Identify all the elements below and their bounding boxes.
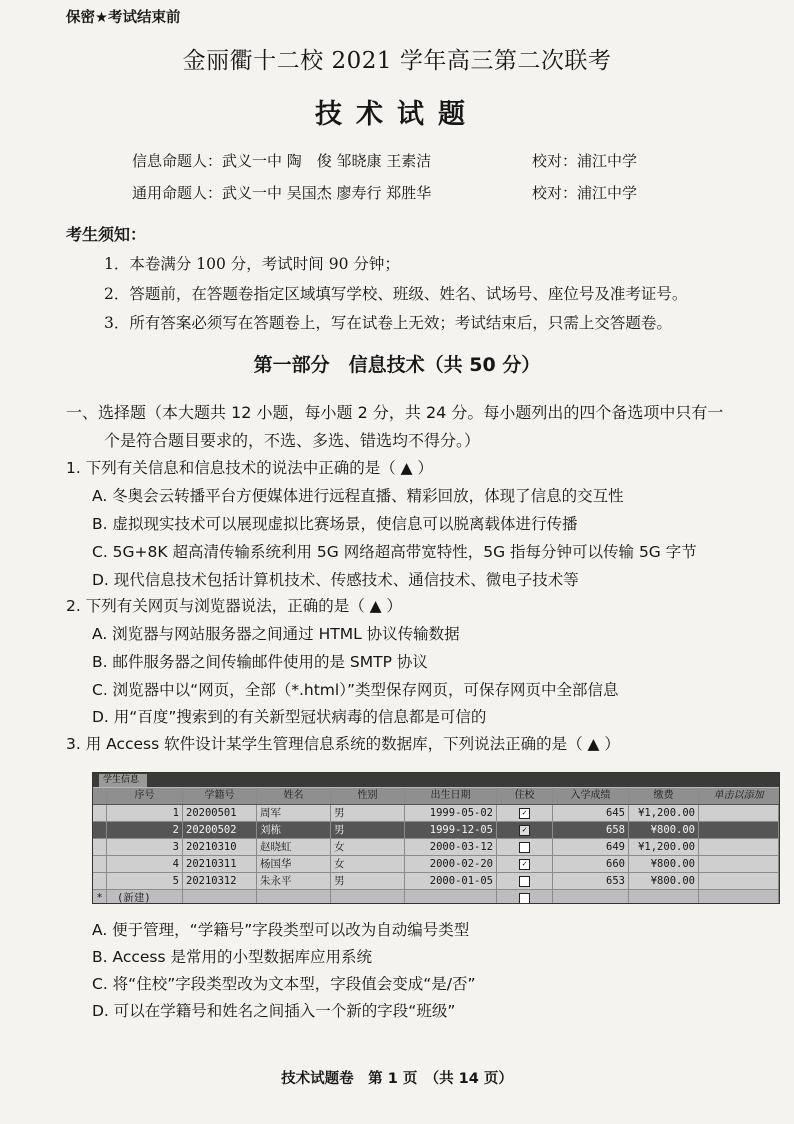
cell-birth: 2000-03-12 <box>405 839 497 855</box>
exam-title: 金丽衢十二校 2021 学年高三第二次联考 <box>182 48 612 74</box>
table-header-row <box>93 788 779 805</box>
cell-fee: ¥1,200.00 <box>629 805 699 821</box>
column-header: 学籍号 <box>183 788 257 804</box>
cell-zx <box>497 856 553 872</box>
question-3-option-d: D. 可以在学籍号和姓名之间插入一个新的字段“班级” <box>92 1002 456 1020</box>
cell-score: 653 <box>553 873 629 889</box>
question-2-option-a: A. 浏览器与网站服务器之间通过 HTML 协议传输数据 <box>92 625 460 643</box>
question-1-option-c: C. 5G+8K 超高清传输系统利用 5G 网络超高带宽特性，5G 指每分钟可以传输 5G 字节 <box>92 543 697 561</box>
table-row <box>93 856 779 873</box>
cell-zx <box>497 890 553 904</box>
cell-id: 1 <box>107 805 183 821</box>
cell-sex: 男 <box>331 873 405 889</box>
cell-fee: ¥800.00 <box>629 856 699 872</box>
question-3-stem: 3. 用 Access 软件设计某学生管理信息系统的数据库，下列说法正确的是（ ▲ ） <box>66 735 620 753</box>
table-row <box>93 873 779 890</box>
access-table-screenshot <box>92 772 780 904</box>
cell-score: 660 <box>553 856 629 872</box>
cell-birth: 1999-05-02 <box>405 805 497 821</box>
author-line-info: 信息命题人：武义一中 陶 俊 邹晓康 王素洁 <box>132 152 432 170</box>
proof-line-info: 校对：浦江中学 <box>532 152 638 170</box>
column-header: 序号 <box>107 788 183 804</box>
column-header: 出生日期 <box>405 788 497 804</box>
cell-fee: ¥1,200.00 <box>629 839 699 855</box>
cell-score: 649 <box>553 839 629 855</box>
table-row-selected <box>93 822 779 839</box>
cell-xjh: 20200501 <box>183 805 257 821</box>
notice-item: 3．所有答案必须写在答题卷上，写在试卷上无效；考试结束后，只需上交答题卷。 <box>104 314 672 332</box>
cell-birth: 1999-12-05 <box>405 822 497 838</box>
question-1-option-b: B. 虚拟现实技术可以展现虚拟比赛场景，使信息可以脱离载体进行传播 <box>92 515 578 533</box>
table-tab-bar <box>93 773 779 787</box>
cell-name: 周军 <box>257 805 331 821</box>
row-selector <box>93 873 107 889</box>
cell-sex: 女 <box>331 856 405 872</box>
exam-subtitle: 技术试题 <box>315 99 479 130</box>
cell-id: 2 <box>107 822 183 838</box>
cell-zx <box>497 873 553 889</box>
proof-line-general: 校对：浦江中学 <box>532 184 638 202</box>
cell-empty <box>699 822 779 838</box>
question-1-option-a: A. 冬奥会云转播平台方便媒体进行远程直播、精彩回放，体现了信息的交互性 <box>92 487 624 505</box>
row-selector <box>93 856 107 872</box>
new-row-marker: * <box>93 890 107 904</box>
cell-empty <box>629 890 699 904</box>
part-title: 第一部分 信息技术（共 50 分） <box>253 354 541 376</box>
cell-empty <box>183 890 257 904</box>
cell-xjh: 20210311 <box>183 856 257 872</box>
cell-id: 4 <box>107 856 183 872</box>
checkbox-icon: ✓ <box>519 825 530 836</box>
cell-name: 赵晓虹 <box>257 839 331 855</box>
row-selector <box>93 822 107 838</box>
checkbox-icon <box>519 876 530 887</box>
cell-fee: ¥800.00 <box>629 873 699 889</box>
cell-sex: 女 <box>331 839 405 855</box>
cell-xjh: 20210312 <box>183 873 257 889</box>
cell-empty <box>699 873 779 889</box>
cell-zx <box>497 839 553 855</box>
table-tab-label: 学生信息 <box>99 774 147 787</box>
page-footer: 技术试题卷 第 1 页 （共 14 页） <box>281 1071 513 1087</box>
checkbox-icon: ✓ <box>519 859 530 870</box>
notice-item: 1．本卷满分 100 分，考试时间 90 分钟； <box>104 255 400 273</box>
question-3-option-c: C. 将“住校”字段类型改为文本型，字段值会变成“是/否” <box>92 975 476 993</box>
cell-xjh: 20210310 <box>183 839 257 855</box>
column-header: 入学成绩 <box>553 788 629 804</box>
cell-xjh: 20200502 <box>183 822 257 838</box>
cell-score: 658 <box>553 822 629 838</box>
question-2-option-d: D. 用“百度”搜索到的有关新型冠状病毒的信息都是可信的 <box>92 708 487 726</box>
table-row <box>93 839 779 856</box>
checkbox-icon <box>519 893 530 904</box>
question-1-stem: 1. 下列有关信息和信息技术的说法中正确的是（ ▲ ） <box>66 459 433 477</box>
cell-sex: 男 <box>331 805 405 821</box>
question-2-option-b: B. 邮件服务器之间传输邮件使用的是 SMTP 协议 <box>92 653 428 671</box>
cell-fee: ¥800.00 <box>629 822 699 838</box>
column-header: 缴费 <box>629 788 699 804</box>
column-header: 性别 <box>331 788 405 804</box>
question-3-option-b: B. Access 是常用的小型数据库应用系统 <box>92 948 372 966</box>
datasheet-grid <box>93 788 779 904</box>
column-header: 住校 <box>497 788 553 804</box>
checkbox-icon <box>519 842 530 853</box>
cell-id: 5 <box>107 873 183 889</box>
table-row <box>93 805 779 822</box>
author-line-general: 通用命题人：武义一中 吴国杰 廖寿行 郑胜华 <box>132 184 432 202</box>
cell-empty <box>257 890 331 904</box>
cell-empty <box>699 856 779 872</box>
cell-zx <box>497 822 553 838</box>
column-header-add: 单击以添加 <box>699 788 779 804</box>
cell-empty <box>331 890 405 904</box>
notice-item: 2．答题前，在答题卷指定区域填写学校、班级、姓名、试场号、座位号及准考证号。 <box>104 285 688 303</box>
row-selector <box>93 839 107 855</box>
cell-birth: 2000-01-05 <box>405 873 497 889</box>
question-2-option-c: C. 浏览器中以“网页，全部（*.html）”类型保存网页，可保存网页中全部信息 <box>92 681 619 699</box>
column-header: 姓名 <box>257 788 331 804</box>
section-heading: 一、选择题（本大题共 12 小题，每小题 2 分，共 24 分。每小题列出的四个备选项中只有一 <box>66 403 724 422</box>
cell-sex: 男 <box>331 822 405 838</box>
checkbox-icon: ✓ <box>519 808 530 819</box>
cell-name: 杨国华 <box>257 856 331 872</box>
question-3-option-a: A. 便于管理，“学籍号”字段类型可以改为自动编号类型 <box>92 921 470 939</box>
cell-name: 刘栋 <box>257 822 331 838</box>
cell-empty <box>699 890 779 904</box>
cell-empty <box>553 890 629 904</box>
new-row-label: (新建) <box>107 890 183 904</box>
confidential-mark: 保密★考试结束前 <box>66 10 181 26</box>
table-new-row <box>93 890 779 904</box>
question-2-stem: 2. 下列有关网页与浏览器说法，正确的是（ ▲ ） <box>66 597 402 615</box>
row-selector <box>93 805 107 821</box>
cell-score: 645 <box>553 805 629 821</box>
cell-name: 朱永平 <box>257 873 331 889</box>
cell-zx <box>497 805 553 821</box>
cell-id: 3 <box>107 839 183 855</box>
cell-empty <box>699 805 779 821</box>
cell-empty <box>699 839 779 855</box>
section-heading-cont: 个是符合题目要求的，不选、多选、错选均不得分。） <box>104 431 481 450</box>
notice-heading: 考生须知： <box>66 225 147 244</box>
cell-birth: 2000-02-20 <box>405 856 497 872</box>
cell-empty <box>405 890 497 904</box>
row-selector-header <box>93 788 107 804</box>
question-1-option-d: D. 现代信息技术包括计算机技术、传感技术、通信技术、微电子技术等 <box>92 571 579 589</box>
